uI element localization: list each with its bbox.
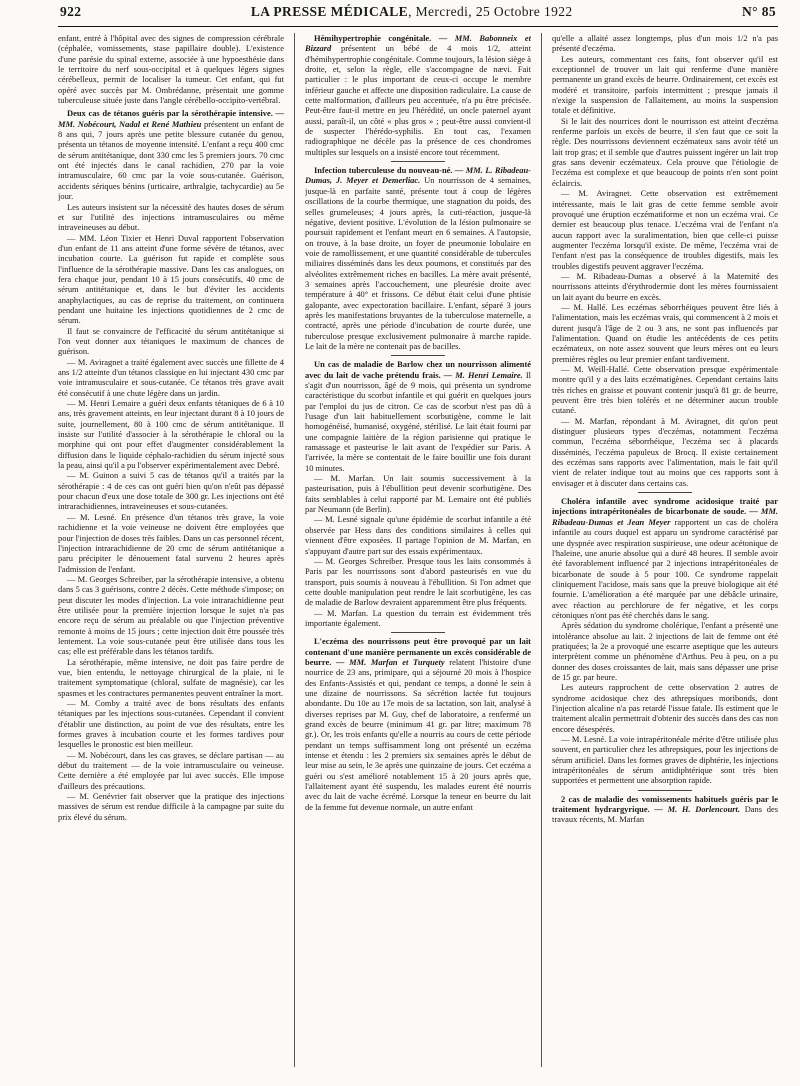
text-columns (28, 27, 786, 1067)
paragraph: — M. Lesné. La voie intrapéritonéale mérite d'être utilisée plus souvent, en particulier chez les athrepsiques, pour les injections de sérum artificiel. Dans les formes graves de diphtérie, les injections intrapéritonéales de sérum antidiphtérique sont très bien supportées et permettent une absorption rapide. (552, 734, 778, 786)
article-body: rapportent un cas de choléra infantile au cours duquel est apparu un syndrome caractérisé par une dyspnée avec respiration suspirieuse, une odeur acétonique de l'haleine, une anurie absolue qui a duré 48 heures. Il semble avoir été favorablement influencé par 2 injections intrapéritonéales de bicarbonate de soude à 5 pour 100. Ce syndrome rappelait cliniquement l'acidose, mais sans que la preuve biologique ait été fournie. L'amélioration a été marquée par une débâcle urinaire, avec réaction au perchlorure de fer négative, et les corps cétoniques n'ont pas été cherchés dans le sang. (552, 516, 778, 620)
article-title: 2 cas de maladie des vomissements habituels guéris par le traitement hydrargyrique. (552, 793, 778, 815)
article-title: L'eczéma des nourrissons peut être provoqué par un lait contenant d'une manière permanente un excès considérable de beurre. (305, 636, 531, 667)
paragraph: — M. Lesné signale qu'une épidémie de scorbut infantile a été observée par Hess dans des conditions similaires à celles qui viennent d'être exposées. Il partage l'opinion de M. Marfan, en s'appuyant d'autre part sur des essais expérimentaux. (305, 514, 531, 556)
paragraph: — M. Marfan, répondant à M. Aviragnet, dit qu'on peut distinguer plusieurs types d'eczémas, notamment l'eczéma commun, l'eczéma séborrhéique, l'eczéma sec à placards disséminés, l'eczéma papuleux de Brocq. Il existe certainement des eczémas sans rapports avec l'alimentation, mais le fait qu'il vient de relater indique tout au moins que ces rapports sont à envisager et à discuter dans certains cas. (552, 415, 778, 488)
article-body: relatent l'histoire d'une nourrice de 23 ans, primipare, qui a séjourné 20 mois à l'hospice des Enfants-Assistés et qui, pendant ce temps, a donné le sein à une dizaine de nourrissons. Sa sécrétion lactée fut toujours abondante. Du 10e au 17e mois de sa lactation, son lait, analysé à diverses reprises par M. Guy, chef de laboratoire, a renfermé un grand excès de beurre (minimum 41 gr. par litre; maximum 78 gr.). Or, les trois enfants qu'elle a nourris au cours de cette période pendant un temps suffisamment long ont présenté un eczéma intense et étendu : les 2 premiers six semaines après le début de leur mise au sein, le 3e après une quinzaine de jours. Cet eczéma a guéri ou s'est amélioré notablement 15 à 20 jours après que, l'allaitement ayant été suspendu, les malades eurent été nourris avec du lait de vache écrémé. Lorsque la teneur en beurre du lait de la femme fut devenue normale, un autre enfant (305, 656, 531, 812)
newspaper-page (0, 4, 800, 1086)
section-rule (638, 790, 692, 791)
article-heading (305, 165, 531, 351)
article-authors: — M. H. Dorlencourt. (649, 804, 741, 815)
article-body: Dans des travaux récents, M. Marfan (552, 804, 778, 825)
paragraph: — M. Genévrier fait observer que la pratique des injections massives de sérum est rendue difficile à la campagne par suite du prix élevé du sérum. (58, 791, 284, 822)
article-body: Il s'agit d'un nourrisson, âgé de 9 mois, qui présenta un syndrome caractéristique du scorbut infantile et qui guérit en quelques jours par l'emploi du jus de citron. Ce cas de scorbut n'est pas dû à l'usage d'un lait habituellement scorbutigène, comme le lait homogénéisé, humanisé, oxygéné, stérilisé. Le lait était fourni par une compagnie laitière de la région parisienne qui pratique le ramassage et pasteurise le lait avant de l'expédier sur Paris. A l'arrivée, la mère se contentait de le faire bouillir une fois durant 10 minutes. (305, 369, 531, 473)
article-title: Choléra infantile avec syndrome acidosique traité par injections intrapéritonéales de bicarbonate de soude. (552, 496, 778, 517)
article-heading (305, 636, 531, 812)
column-2 (305, 33, 531, 1063)
article-title: Un cas de maladie de Barlow chez un nourrisson alimenté avec du lait de vache prétendu frais. (305, 359, 531, 380)
article-heading (552, 794, 778, 825)
issue-date: , Mercredi, 25 Octobre 1922 (408, 4, 573, 19)
paragraph: Les auteurs rapprochent de cette observation 2 autres de syndrome acidosique chez des athrepsiques moribonds, dont l'injection alcaline n'a pas retardé l'issue fatale. Ils estiment que le traitement alcalin permettrait d'obtenir des succès dans des cas non encore désespérés. (552, 682, 778, 734)
paragraph: Si le lait des nourrices dont le nourrisson est atteint d'eczéma renferme parfois un excès de beurre, il s'en faut que ce soit la règle. Des nourrissons deviennent eczémateux sans avoir tété un lait trop gras; et il semble que d'autres puissent ingérer un lait trop gras sans devenir eczémateux. Cela prouve que l'étiologie de l'eczéma est complexe et que beaucoup de points n'en sont point éclaircis. (552, 115, 778, 188)
article-authors: — MM. L. Ribadeau-Dumas, J. Meyer et Demerliac. (305, 165, 531, 186)
column-divider (541, 33, 542, 1067)
section-rule (391, 355, 445, 356)
paragraph: Après sédation du syndrome cholérique, l'enfant a présenté une intolérance absolue au lait. 2 injections de lait de femme ont été pratiquées; la 2e a provoqué une escarre aseptique que les auteurs interprètent comme un phénomène d'Arthus. Peu à peu, on a pu donner des doses croissantes de lait, mais sans dépasser une prise de 15 gr. par heure. (552, 620, 778, 682)
article-heading (552, 496, 778, 620)
paragraph: — M. Aviragnet a traité également avec succès une fillette de 4 ans 1/2 atteinte d'un tétanos classique en lui injectant 430 cmc par voie intramusculaire et sous-cutanée. Ce tétanos très grave avait été consécutif à une chute légère dans un jardin. (58, 356, 284, 398)
section-rule (391, 161, 445, 162)
column-divider (294, 33, 295, 1067)
masthead (251, 4, 573, 20)
paragraph: — M. Lesné. En présence d'un tétanos très grave, la voie rachidienne et la voie veineuse ne doivent être employées que pour l'injection de doses très faibles. Dans un cas personnel récent, l'injection intrarachidienne de 20 cmc de sérum antitétanique a paru précipiter le dénouement fatal survenu 2 heures après l'admission de l'enfant. (58, 511, 284, 574)
article-authors: — MM. Babonneix et Bizzard (305, 33, 531, 54)
paragraph: — M. Weill-Hallé. Cette observation presque expérimentale montre qu'il y a des laits eczématigènes. Cependant certains laits très riches en graisse et pouvant contenir jusqu'à 81 gr. de beurre, peuvent être très bien tolérés et ne déterminer aucun trouble cutané. (552, 364, 778, 416)
paragraph: — M. Henri Lemaire a guéri deux enfants tétaniques de 6 à 10 ans, très gravement atteints, en leur injectant durant 8 à 10 jours de suite, journellement, 80 à 100 cmc de sérum antitétanique. Il insiste sur l'utilité d'associer à la sérothérapie le chloral ou la morphine qui ont pour effet d'augmenter considérablement la diffusion dans le liquide céphalo-rachidien du sérum injecté sous la peau, ainsi qu'il a pu l'observer expérimentalement avec Debré. (58, 398, 284, 471)
article-body: présentent un enfant de 8 ans qui, 7 jours après une petite blessure cutanée du genou, présenta un tétanos de moyenne intensité. L'enfant a reçu 400 cmc de sérum antitétanique, dont 330 cmc les 5 premiers jours. 70 cmc ont été injectés dans le canal rachidien, 270 par la voie intramusculaire, 60 cmc par la voie sous-cutanée. Guérison, accidents sériques bénins (urticaire, arthralgie, tachycardie) au 5e jour. (58, 118, 284, 202)
paragraph: — M. Guinon a suivi 5 cas de tétanos qu'il a traités par la sérothérapie : 4 de ces cas ont guéri bien qu'on n'eût pas dépassé pour chacun d'eux une dose totale de 300 gr. Les injections ont été intrarachidiennes, intraveineuses et sous-cutanées. (58, 470, 284, 512)
paragraph: — M. Comby a traité avec de bons résultats des enfants tétaniques par les injections sous-cutanées. Cependant il convient d'établir une distinction, au point de vue des résultats, entre les formes graves à incubation courte et les formes tardives pour lesquelles le pronostic est bien meilleur. (58, 698, 284, 750)
article-authors: — MM. Ribadeau-Dumas et Jean Meyer (552, 506, 778, 527)
article-body: présentent un bébé de 4 mois 1/2, atteint d'hémihypertrophie congénitale. Comme toujours, la lésion siège à droite, et, selon la règle, elle s'accompagne de nævi. Fait particulier : le plus important de ceux-ci occupe le membre inférieur gauche et affecte une disposition radiculaire. La cause de cette malformation, d'ailleurs peu accentuée, n'a pu être précisée. Peut-être faut-il mettre en jeu l'hérédité, un oncle paternel ayant aussi, paraît-il, un côté « plus gros » ; peut-être aussi convient-il de suspecter l'hérédo-syphilis. En tout cas, l'examen radiographique ne décèle pas la présence de ces chondromes multiples sur lesquels on a insisté encore tout récemment. (305, 43, 531, 157)
article-title: Deux cas de tétanos guéris par la sérothérapie intensive. (67, 108, 273, 119)
paragraph: — M. Georges Schreiber, par la sérothérapie intensive, a obtenu dans 5 cas 3 guérisons, contre 2 décès. Cette méthode s'impose; on peut discuter les modes d'injection. La voie intrarachidienne peut être utilisée pour la première injection lorsque le sujet n'a pas encore reçu de sérum au préalable ou que l'injection préventive remonte à moins de 15 jours ; cette injection doit être poussée très lentement. La voie sous-cutanée peut être utilisée dans tous les cas; elle est préférable dans les tétanos tardifs. (58, 573, 284, 657)
journal-title: LA PRESSE MÉDICALE (250, 4, 409, 19)
article-heading (305, 33, 531, 157)
section-rule (391, 632, 445, 633)
column-1 (58, 33, 284, 1063)
paragraph: — M. Ribadeau-Dumas a observé à la Maternité des nourrissons atteints d'érythrodermie dont les mères fournissaient un lait ayant du beurre en excès. (552, 270, 778, 302)
paragraph: La sérothérapie, même intensive, ne doit pas faire perdre de vue, bien entendu, le nettoyage chirurgical de la plaie, ni le traitement symptomatique (chloral, sulfate de magnésie), car les spasmes et les contractures permanentes peuvent entraîner la mort. (58, 656, 284, 698)
paragraph: enfant, entré à l'hôpital avec des signes de compression cérébrale (céphalée, vomissements, stase papillaire double). L'existence d'une parésie du spinal externe, associée à une hypoesthésie dans le territoire du nerf sous-occipital et à quelques légers signes cérébelleux, permit de localiser la tumeur. Cet enfant, qui fut opéré avec succès par M. Ombrédanne, présentait une gomme tuberculeuse située juste dans l'angle cérébello-occipito-vertébral. (58, 33, 284, 106)
article-body: Un nourrisson de 4 semaines, jusque-là en parfaite santé, présente tout à coup de légères oscillations de la courbe thermique, une stagnation du poids, des selles grumeleuses; 4 jours après, la cuti-réaction, jusque-là négative, devient positive. L'évolution de la lésion pulmonaire se poursuit rapidement et l'enfant meurt en 6 semaines. A l'autopsie, on trouve, à la base droite, un foyer de pneumonie lobulaire en voie de ramollissement, et une quantité considérable de tubercules miliaires disséminés dans les deux poumons, et constitués par des alvéolites extrêmement riches en bacilles. La mère avait présenté, 3 semaines après l'accouchement, une pleurésie droite avec température à 40° et frissons. Ce début était celui d'une phtisie galopante, avec expectoration bacillaire. L'enfant, séparé 3 jours après les manifestations bruyantes de la tuberculose maternelle, a contracté, après une période d'incubation de courte durée, une tuberculose presque exclusivement pulmonaire à marche rapide. Le lait de la mère ne contenait pas de bacilles. (305, 175, 531, 351)
paragraph: — M. Nobécourt, dans les cas graves, se déclare partisan — au début du traitement — de la voie intramusculaire ou veineuse. Cette dernière a été employée par lui avec succès. Elle impose d'ailleurs des précautions. (58, 749, 284, 791)
paragraph: Les auteurs insistent sur la nécessité des hautes doses de sérum et sur l'utilité des injections intramusculaires ou même intraveineuses au début. (58, 201, 284, 233)
article-title: Hémihypertrophie congénitale. (314, 33, 432, 43)
article-title: Infection tuberculeuse du nouveau-né. (314, 165, 453, 176)
paragraph: — M. Marfan. Un lait soumis successivement à la pasteurisation, puis à l'ébullition peut devenir scorbutigène. Des faits semblables à celui rapporté par M. Lemaire ont été publiés par Neumann (de Berlin). (305, 473, 531, 515)
paragraph: — M. Aviragnet. Cette observation est extrêmement intéressante, mais le lait gras de cette femme semble avoir provoqué une éruption eczématiforme et non un eczéma vrai. Ce dernier est beaucoup plus tenace. L'eczéma vrai de l'enfant n'a aucun rapport avec la suralimentation, bien que celle-ci puisse augmenter l'eczéma lorsqu'il existe. De même, l'eczéma vrai de l'enfant n'est pas la conséquence de troubles digestifs, mais les troubles digestifs peuvent aggraver l'eczéma. (552, 188, 778, 271)
article-authors: — M. Henri Lemaire. (440, 369, 523, 380)
paragraph: — M. Marfan. La question du terrain est évidemment très importante également. (305, 607, 531, 628)
paragraph: Les auteurs, commentant ces faits, font observer qu'il est exceptionnel de trouver un lait qui renferme d'une manière permanente un grand excès de beurre. Ordinairement, cet excès est modéré et transitoire, parfois intermittent ; presque jamais il n'exige la suspension de l'allaitement, au moins la suspension totale et définitive. (552, 53, 778, 116)
page-number: 922 (60, 4, 82, 19)
issue-number: N° 85 (741, 4, 776, 19)
paragraph: — M. Georges Schreiber. Presque tous les laits consommés à Paris par les nourrissons sont d'abord pasteurisés en vue du transport, puis soumis à nouveau à l'ébullition. Si l'on admet que cette double manipulation peut rendre le lait scorbutigène, les cas de maladie de Barlow devraient apparemment être plus fréquents. (305, 555, 531, 608)
paragraph: qu'elle a allaité assez longtemps, plus d'un mois 1/2 n'a pas présenté d'eczéma. (552, 33, 778, 54)
article-heading (58, 108, 284, 201)
paragraph: Il faut se convaincre de l'efficacité du sérum antitétanique si l'on veut donner aux tétaniques le maximum de chances de guérison. (58, 325, 284, 357)
article-heading (305, 359, 531, 473)
column-3 (552, 33, 778, 1063)
paragraph: — MM. Léon Tixier et Henri Duval rapportent l'observation d'un enfant de 11 ans atteint d'une forme sévère de tétanos, avec incubation courte. La guérison fut rapide et complète sous l'influence de la sérothérapie massive. Dans les cas analogues, on fera chaque jour, pendant 10 à 15 jours consécutifs, 40 cmc de sérum antitétanique et, dans le but d'éviter les accidents anaphylactiques, au cas de reprise du traitement, on continuera pendant une huitaine les injections quotidiennes de 2 cmc de sérum. (58, 232, 284, 326)
page-header (28, 4, 786, 24)
article-authors: — MM. Marfan et Turquety (331, 656, 445, 667)
article-authors: — MM. Nobécourt, Nadal et René Mathieu (58, 108, 284, 129)
section-rule (638, 492, 692, 493)
paragraph: — M. Hallé. Les eczémas séborrhéiques peuvent être liés à l'alimentation, mais les eczémas vrais, qui commencent à 2 mois et durent jusqu'à l'âge de 2 ou 3 ans, ne sont pas influencés par l'alimentation. Quand on étudie les antécédents de ces petits eczémateux, on note assez souvent que leurs mères ont eu leurs premières règles ou leur premier enfant tardivement. (552, 301, 778, 364)
